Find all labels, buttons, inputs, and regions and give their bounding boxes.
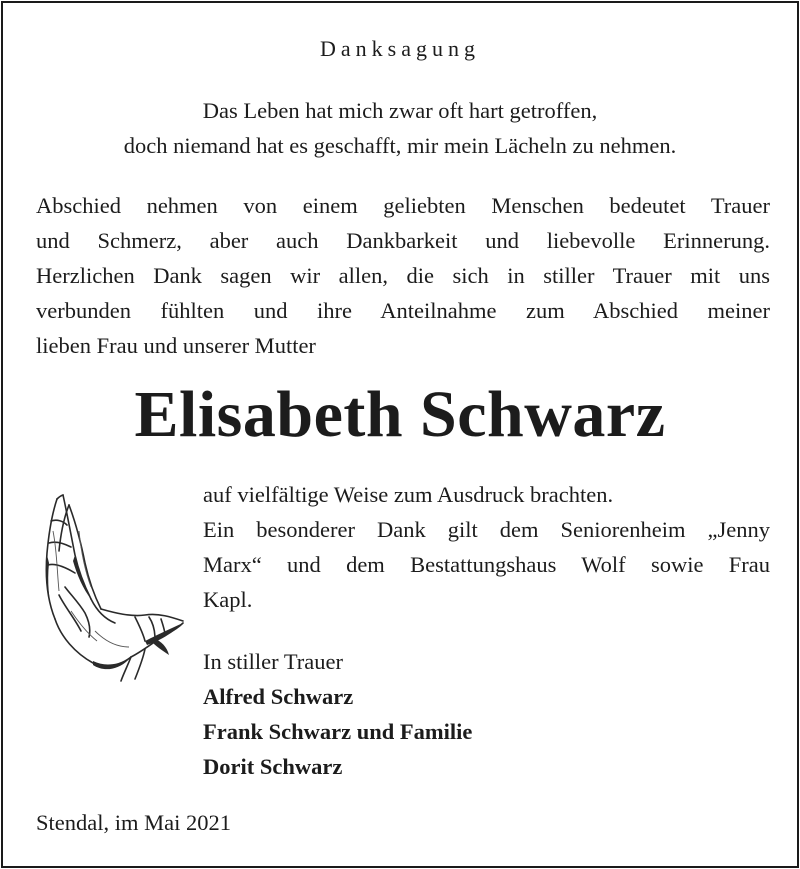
mourners-block xyxy=(203,644,763,784)
praying-hands-icon xyxy=(35,491,187,683)
body-line: Marx“ und dem Bestattungshaus Wolf sowie Frau xyxy=(203,552,770,577)
quote-line: doch niemand hat es geschafft, mir mein Lächeln zu nehmen. xyxy=(123,133,677,158)
paragraph-line: Abschied nehmen von einem geliebten Menschen bedeutet Trauer xyxy=(36,193,770,218)
body-line: Kapl. xyxy=(203,587,253,612)
mourner-name: Alfred Schwarz xyxy=(203,684,354,709)
mourner-name: Frank Schwarz und Familie xyxy=(203,719,473,744)
obituary-frame xyxy=(1,1,799,868)
deceased-name: Elisabeth Schwarz xyxy=(134,378,666,451)
mourning-intro: In stiller Trauer xyxy=(203,649,343,674)
thanks-paragraph xyxy=(36,188,770,363)
mourner-name: Dorit Schwarz xyxy=(203,754,343,779)
thanks-continuation xyxy=(203,477,770,617)
quote xyxy=(3,93,797,163)
notice-heading: Danksagung xyxy=(320,36,480,61)
body-line: Ein besonderer Dank gilt dem Seniorenheim „Jenny xyxy=(203,517,770,542)
paragraph-line: und Schmerz, aber auch Dankbarkeit und liebevolle Erinnerung. xyxy=(36,228,770,253)
body-line: auf vielfältige Weise zum Ausdruck brachten. xyxy=(203,482,614,507)
paragraph-line: Herzlichen Dank sagen wir allen, die sich in stiller Trauer mit uns xyxy=(36,263,770,288)
paragraph-line: lieben Frau und unserer Mutter xyxy=(36,333,316,358)
quote-line: Das Leben hat mich zwar oft hart getroffen, xyxy=(202,98,598,123)
paragraph-line: verbunden fühlten und ihre Anteilnahme zum Abschied meiner xyxy=(36,298,770,323)
place-date: Stendal, im Mai 2021 xyxy=(36,810,231,835)
